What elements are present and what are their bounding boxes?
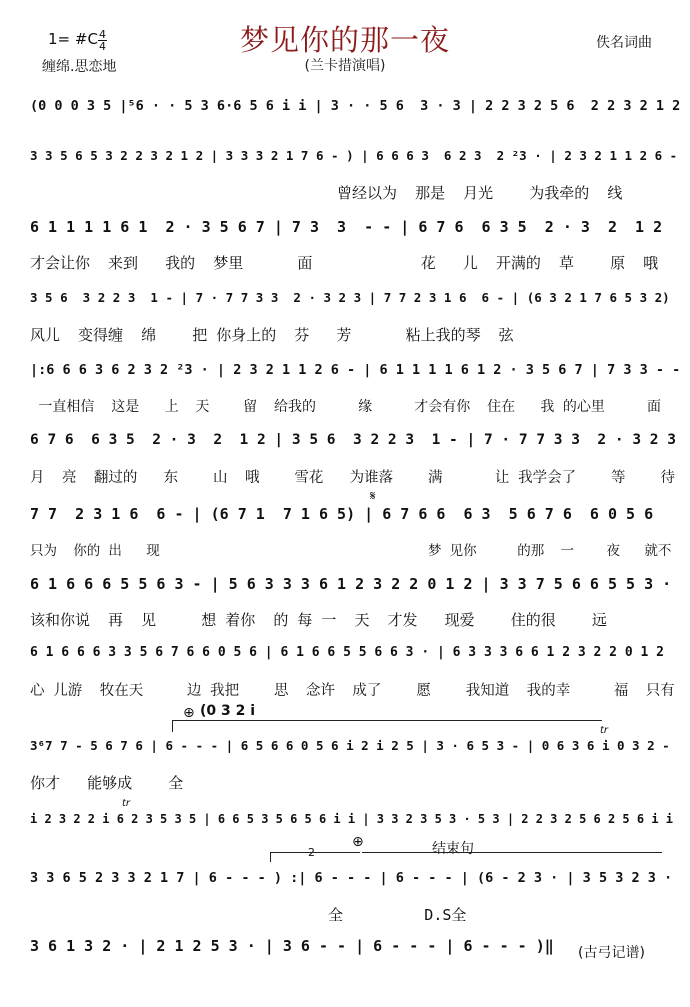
time-top: 4 <box>99 28 106 41</box>
staff-line-10 <box>0 738 690 808</box>
lyric-row: 一直相信 这是 上 天 留 给我的 缘 才会有你 住在 我 的心里 面 <box>30 399 662 415</box>
lyric-row: 月 亮 翻过的 东 山 哦 雪花 为谁落 满 让 我学会了 等 待 <box>30 470 675 486</box>
volta-number: 2 <box>308 846 315 859</box>
volta-bracket <box>270 852 360 853</box>
lyric-row: 该和你说 再 见 想 着你 的 每 一 天 才发 现爱 住的很 远 <box>30 611 607 629</box>
staff-line-8 <box>0 575 690 645</box>
lyric-row: 曾经以为 那是 月光 为我牵的 线 <box>30 184 623 202</box>
performer-subtitle: (兰卡措演唱) <box>304 58 386 74</box>
staff-line-4 <box>0 290 690 360</box>
lyric-row: 全 D.S全 <box>30 906 467 924</box>
coda-sign-ending: ⊕ <box>352 834 364 850</box>
trill-mark-2: tr <box>122 798 131 809</box>
staff-line-12 <box>0 870 690 940</box>
key-signature: 1= #C <box>48 30 98 48</box>
notation-row: 6 1 6 6 6 3 3 5 6 7 6 6 0 5 6 | 6 1 6 6 5 5 6 6 3 · | 6 3 3 3 6 6 1 2 3 2 2 0 1 2 <box>30 645 664 660</box>
coda-sign: ⊕ <box>183 705 195 721</box>
notation-row: 3⁶7 7 - 5 6 7 6 | 6 - - - | 6 5 6 6 0 5 6 i 2 i 2 5 | 3 · 6 5 3 - | 0 6 3 6 i 0 3 2 - <box>30 738 670 753</box>
ending-label: 结束句 <box>432 841 474 857</box>
staff-line-3 <box>0 218 690 288</box>
lyric-row: 只为 你的 出 现 梦 见你 的那 一 夜 就不 <box>30 543 672 559</box>
notation-row: 6 1 6 6 6 5 5 6 3 - | 5 6 3 3 3 6 1 2 3 2 2 0 1 2 | 3 3 7 5 6 6 5 5 3 · <box>30 575 672 593</box>
song-title: 梦见你的那一夜 <box>239 23 450 57</box>
notation-row: (0 0 0 3 5 |⁵6 · · 5 3 6·6 5 6 i i | 3 · · 5 6 3 · 3 | 2 2 3 2 5 6 2 2 3 2 1 2 <box>30 98 681 114</box>
coda-bracket <box>172 720 602 721</box>
lyric-row: 才会让你 来到 我的 梦里 面 花 儿 开满的 草 原 哦 <box>30 254 659 272</box>
author-credit: 佚名词曲 <box>596 35 652 51</box>
time-bottom: 4 <box>99 40 106 53</box>
notation-row: i 2 3 2 2 i 6 2 3 5 3 5 | 6 6 5 3 5 6 5 6 i i | 3 3 2 3 5 3 · 5 3 | 2 2 3 2 5 6 2 5 6 i i <box>30 812 673 826</box>
segno-sign: 𝄋 <box>370 489 376 504</box>
notation-row: |:6 6 6 3 6 2 3 2 ²3 · | 2 3 2 1 1 2 6 - | 6 1 1 1 1 6 1 2 · 3 5 6 7 | 7 3 3 - - <box>30 362 681 378</box>
mood-marking: 缠绵.思恋地 <box>42 59 117 75</box>
staff-line-5 <box>0 362 690 432</box>
time-signature <box>98 29 107 52</box>
coda-phrase: (0 3 2 i <box>200 703 256 719</box>
notation-row: 7 7 2 3 1 6 6 - | (6 7 1 7 1 6 5) | 6 7 6 6 6 3 5 6 7 6 6 0 5 6 <box>30 505 654 523</box>
notation-row: 3 3 5 6 5 3 2 2 3 2 1 2 | 3 3 3 2 1 7 6 - ) | 6 6 6 3 6 2 3 2 ²3 · | 2 3 2 1 1 2 6 - <box>30 148 678 163</box>
lyric-row: 风儿 变得缠 绵 把 你身上的 芬 芳 粘上我的琴 弦 <box>30 326 514 344</box>
trill-mark: tr <box>600 725 609 736</box>
notation-row: 6 7 6 6 3 5 2 · 3 2 1 2 | 3 5 6 3 2 2 3 1 - | 7 · 7 7 3 3 2 · 3 2 3 <box>30 432 677 448</box>
staff-line-7 <box>0 505 690 575</box>
staff-line-6 <box>0 432 690 502</box>
coda-bracket-left <box>172 720 173 732</box>
ending-bracket <box>362 852 662 853</box>
notation-row: 3 5 6 3 2 2 3 1 - | 7 · 7 7 3 3 2 · 3 2 3 | 7 7 2 3 1 6 6 - | (6 3 2 1 7 6 5 3 2) <box>30 290 670 305</box>
notation-row: 6 1 1 1 1 6 1 2 · 3 5 6 7 | 7 3 3 - - | 6 7 6 6 3 5 2 · 3 2 1 2 <box>30 218 663 236</box>
lyric-row: 你才 能够成 全 <box>30 774 184 792</box>
staff-line-2 <box>0 148 690 218</box>
lyric-row: 心 儿游 牧在天 边 我把 思 念许 成了 愿 我知道 我的幸 福 只有 <box>30 683 675 699</box>
notation-row: 3 3 6 5 2 3 3 2 1 7 | 6 - - - ) :| 6 - - - | 6 - - - | (6 - 2 3 · | 3 5 3 2 3 · <box>30 870 673 886</box>
volta-bracket-left <box>270 852 271 862</box>
transcriber-credit: (古弓记谱) <box>578 945 645 961</box>
notation-row: 3 6 1 3 2 · | 2 1 2 5 3 · | 3 6 - - | 6 - - - | 6 - - - )‖ <box>30 937 554 955</box>
staff-line-9 <box>0 645 690 715</box>
